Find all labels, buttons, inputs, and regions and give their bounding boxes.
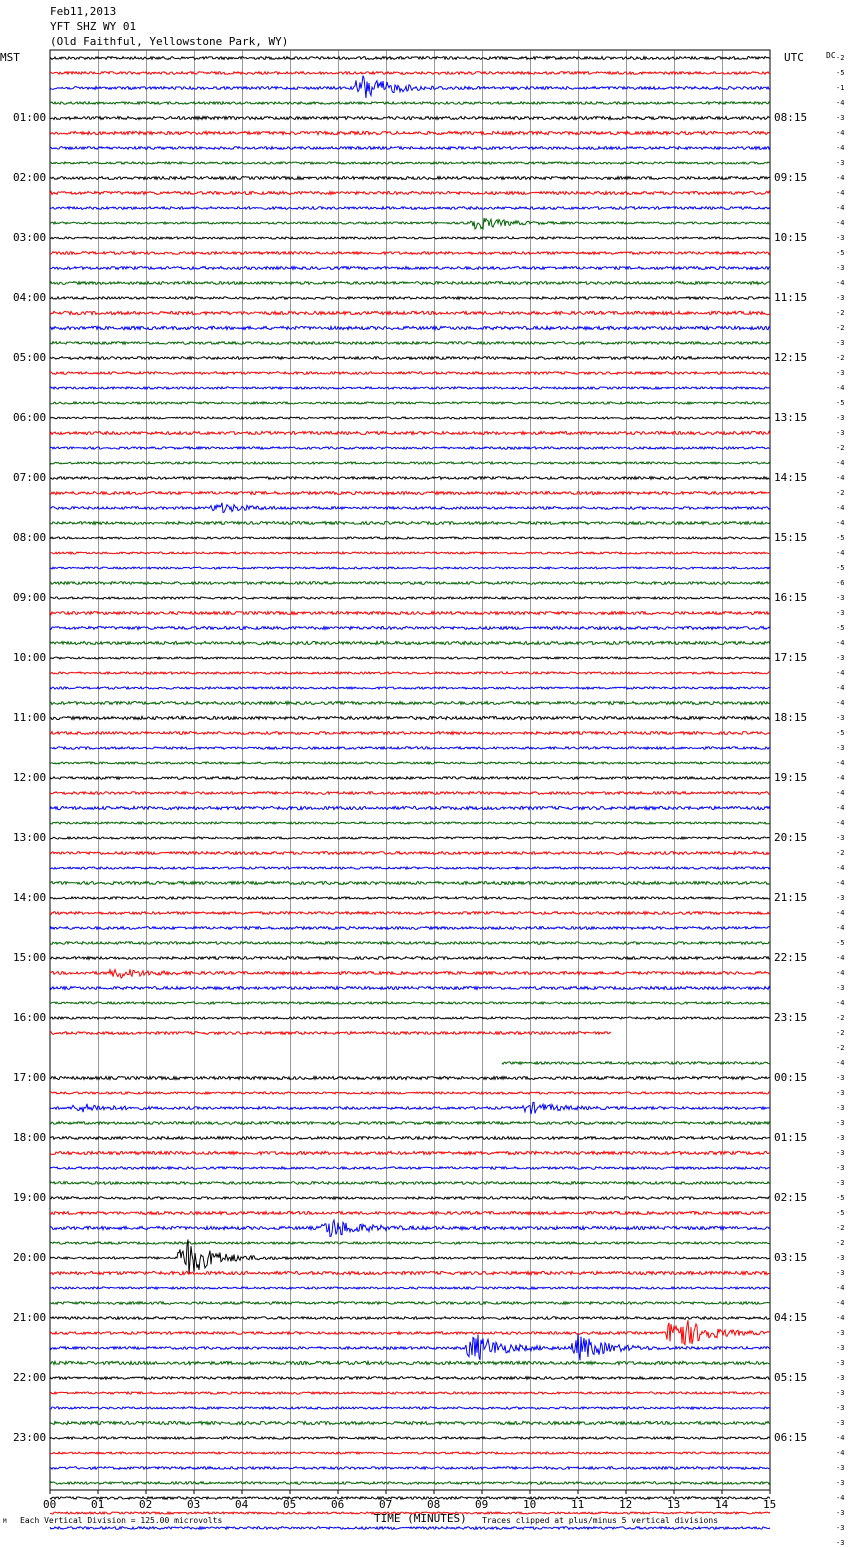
trace-line: [50, 492, 770, 495]
left-time-label: 02:00: [13, 171, 47, 184]
dc-offset-label: -3: [836, 1119, 845, 1127]
trace-line: [50, 1167, 770, 1169]
trace-line: [50, 387, 770, 389]
left-time-label: 03:00: [13, 231, 47, 244]
left-time-label: 15:00: [13, 951, 47, 964]
dc-offset-label: -3: [836, 1269, 845, 1277]
left-time-label: 05:00: [13, 351, 47, 364]
right-time-label: 01:15: [774, 1131, 808, 1144]
dc-offset-label: -4: [836, 804, 845, 812]
right-time-label: 20:15: [774, 831, 808, 844]
dc-offset-label: -4: [836, 669, 845, 677]
dc-offset-label: -4: [836, 219, 845, 227]
trace-line: [50, 1421, 770, 1424]
dc-offset-label: -2: [836, 1014, 845, 1022]
left-time-label: 12:00: [13, 771, 47, 784]
dc-offset-label: -3: [836, 1389, 845, 1397]
dc-offset-label: -3: [836, 1179, 845, 1187]
trace-line: [50, 792, 770, 795]
dc-offset-label: -3: [836, 609, 845, 617]
trace-line: [50, 1302, 770, 1305]
dc-label: DC: [826, 51, 836, 60]
trace-line: [50, 342, 770, 345]
left-time-label: 20:00: [13, 1251, 47, 1264]
dc-offset-label: -4: [836, 519, 845, 527]
dc-offset-label: -4: [836, 999, 845, 1007]
trace-line: [50, 1032, 611, 1035]
right-time-label: 08:15: [774, 111, 808, 124]
dc-offset-label: -3: [836, 1404, 845, 1412]
trace-line: [50, 927, 770, 930]
left-time-label: 08:00: [13, 531, 47, 544]
dc-offset-label: -2: [836, 1044, 845, 1052]
trace-line: [50, 402, 770, 404]
trace-line: [50, 1271, 770, 1274]
trace-line: [50, 987, 770, 990]
dc-offset-label: -4: [836, 864, 845, 872]
dc-offset-label: -2: [836, 324, 845, 332]
dc-offset-label: -5: [836, 534, 845, 542]
trace-line: [50, 267, 770, 270]
dc-offset-label: -4: [836, 1299, 845, 1307]
trace-line: [50, 1407, 770, 1409]
dc-offset-label: -3: [836, 744, 845, 752]
dc-offset-label: -4: [836, 1314, 845, 1322]
left-time-label: 19:00: [13, 1191, 47, 1204]
trace-line: [50, 1197, 770, 1199]
right-time-label: 13:15: [774, 411, 808, 424]
trace-line: [50, 1392, 770, 1394]
dc-offset-label: -3: [836, 1134, 845, 1142]
dc-offset-label: -4: [836, 759, 845, 767]
trace-line: [50, 597, 770, 599]
left-time-label: 22:00: [13, 1371, 47, 1384]
trace-line: [50, 1077, 770, 1080]
trace-line: [50, 372, 770, 375]
x-tick-label: 11: [571, 1498, 585, 1511]
dc-offset-label: -1: [836, 84, 845, 92]
x-tick-label: 10: [523, 1498, 537, 1511]
dc-offset-label: -3: [836, 1104, 845, 1112]
dc-offset-label: -5: [836, 249, 845, 257]
trace-line: [50, 1002, 770, 1004]
dc-offset-label: -4: [836, 969, 845, 977]
trace-line: [50, 1240, 770, 1275]
trace-line: [50, 462, 770, 464]
trace-line: [50, 147, 770, 150]
trace-line: [50, 627, 770, 630]
trace-line: [50, 431, 770, 434]
dc-offset-label: -4: [836, 924, 845, 932]
right-time-label: 03:15: [774, 1251, 808, 1264]
right-time-label: 15:15: [774, 531, 808, 544]
left-time-label: 09:00: [13, 591, 47, 604]
dc-offset-label: -3: [836, 1509, 845, 1517]
left-time-label: 14:00: [13, 891, 47, 904]
trace-line: [50, 1317, 770, 1320]
plot-frame: [50, 50, 770, 1490]
trace-line: [50, 162, 770, 164]
dc-offset-label: -3: [836, 714, 845, 722]
trace-line: [50, 357, 770, 360]
trace-line: [50, 912, 770, 915]
left-time-label: 10:00: [13, 651, 47, 664]
dc-offset-label: -4: [836, 99, 845, 107]
dc-offset-label: -3: [836, 114, 845, 122]
dc-offset-label: -3: [836, 1539, 845, 1547]
dc-offset-label: -5: [836, 1209, 845, 1217]
dc-offset-label: -4: [836, 789, 845, 797]
trace-line: [50, 417, 770, 419]
right-time-label: 18:15: [774, 711, 808, 724]
right-time-label: 21:15: [774, 891, 808, 904]
dc-offset-label: -3: [836, 1149, 845, 1157]
dc-offset-label: -2: [836, 1029, 845, 1037]
trace-line: [50, 177, 770, 180]
x-tick-label: 04: [235, 1498, 249, 1511]
dc-offset-label: -3: [836, 234, 845, 242]
trace-line: [50, 552, 770, 554]
trace-line: [50, 957, 770, 960]
trace-line: [50, 72, 770, 75]
dc-offset-label: -3: [836, 369, 845, 377]
dc-offset-label: -3: [836, 594, 845, 602]
x-tick-label: 03: [187, 1498, 201, 1511]
dc-offset-label: -3: [836, 414, 845, 422]
trace-line: [50, 1467, 770, 1470]
dc-offset-label: -3: [836, 834, 845, 842]
trace-line: [50, 1334, 770, 1360]
trace-line: [50, 311, 770, 314]
dc-offset-label: -4: [836, 504, 845, 512]
dc-offset-label: -3: [836, 1359, 845, 1367]
clip-note: Traces clipped at plus/minus 5 vertical divisions: [482, 1516, 719, 1525]
trace-line: [50, 732, 770, 735]
trace-line: [50, 612, 770, 615]
x-tick-label: 01: [91, 1498, 105, 1511]
x-tick-label: 14: [715, 1498, 729, 1511]
dc-offset-label: -3: [836, 1479, 845, 1487]
trace-line: [50, 837, 770, 839]
trace-line: [50, 1497, 770, 1499]
dc-offset-label: -4: [836, 549, 845, 557]
trace-line: [50, 702, 770, 705]
right-time-label: 12:15: [774, 351, 808, 364]
dc-offset-label: -3: [836, 1524, 845, 1532]
right-time-label: 05:15: [774, 1371, 808, 1384]
trace-line: [50, 747, 770, 749]
right-time-label: 19:15: [774, 771, 808, 784]
x-tick-label: 06: [331, 1498, 345, 1511]
left-time-label: 07:00: [13, 471, 47, 484]
dc-offset-label: -2: [836, 1224, 845, 1232]
left-time-label: 04:00: [13, 291, 47, 304]
trace-line: [50, 1320, 770, 1345]
left-time-label: 13:00: [13, 831, 47, 844]
dc-offset-label: -3: [836, 984, 845, 992]
dc-offset-label: -3: [836, 294, 845, 302]
x-tick-label: 02: [139, 1498, 153, 1511]
dc-offset-label: -2: [836, 309, 845, 317]
trace-line: [50, 76, 770, 99]
trace-line: [50, 503, 770, 513]
trace-line: [50, 237, 770, 239]
trace-line: [50, 207, 770, 210]
left-time-label: 06:00: [13, 411, 47, 424]
trace-line: [50, 477, 770, 480]
trace-line: [50, 1437, 770, 1439]
trace-line: [50, 969, 770, 978]
left-time-label: 21:00: [13, 1311, 47, 1324]
dc-offset-label: -4: [836, 879, 845, 887]
dc-offset-label: -3: [836, 264, 845, 272]
x-tick-label: 12: [619, 1498, 633, 1511]
right-time-label: 17:15: [774, 651, 808, 664]
dc-offset-label: -3: [836, 1254, 845, 1262]
trace-line: [50, 1122, 770, 1125]
trace-line: [50, 672, 770, 674]
trace-line: [50, 282, 770, 285]
dc-offset-label: -4: [836, 1434, 845, 1442]
trace-line: [50, 131, 770, 134]
dc-offset-label: -4: [836, 699, 845, 707]
dc-offset-label: -3: [836, 1419, 845, 1427]
dc-offset-label: -3: [836, 1164, 845, 1172]
dc-offset-label: -4: [836, 474, 845, 482]
dc-offset-label: -4: [836, 1494, 845, 1502]
right-time-label: 04:15: [774, 1311, 808, 1324]
trace-line: [50, 218, 770, 229]
trace-line: [50, 806, 770, 809]
right-time-label: 14:15: [774, 471, 808, 484]
dc-offset-label: -3: [836, 1329, 845, 1337]
trace-line: [50, 897, 770, 899]
dc-offset-label: -5: [836, 399, 845, 407]
trace-line: [50, 777, 770, 780]
right-time-label: 06:15: [774, 1431, 808, 1444]
dc-offset-label: -3: [836, 429, 845, 437]
trace-line: [50, 1092, 770, 1094]
trace-line: [50, 762, 770, 764]
dc-offset-label: -5: [836, 729, 845, 737]
left-time-label: 18:00: [13, 1131, 47, 1144]
right-time-label: 11:15: [774, 291, 808, 304]
dc-offset-label: -4: [836, 204, 845, 212]
right-time-label: 22:15: [774, 951, 808, 964]
dc-offset-label: -4: [836, 1059, 845, 1067]
left-time-label: 17:00: [13, 1071, 47, 1084]
trace-line: [50, 567, 770, 569]
trace-line: [50, 1452, 770, 1454]
dc-offset-label: -3: [836, 1374, 845, 1382]
dc-offset-label: -3: [836, 654, 845, 662]
right-time-label: 10:15: [774, 231, 808, 244]
trace-line: [50, 1242, 770, 1244]
trace-line: [50, 867, 770, 869]
dc-offset-label: -4: [836, 279, 845, 287]
x-tick-label: 09: [475, 1498, 489, 1511]
trace-line: [50, 641, 770, 644]
dc-offset-label: -4: [836, 174, 845, 182]
right-time-label: 09:15: [774, 171, 808, 184]
dc-offset-label: -4: [836, 1284, 845, 1292]
dc-offset-label: -4: [836, 684, 845, 692]
dc-offset-label: -4: [836, 129, 845, 137]
right-time-label: 23:15: [774, 1011, 808, 1024]
dc-offset-label: -3: [836, 1089, 845, 1097]
dc-offset-label: -2: [836, 1239, 845, 1247]
dc-offset-label: -4: [836, 819, 845, 827]
dc-offset-label: -2: [836, 489, 845, 497]
trace-line: [50, 1017, 770, 1019]
station-title: YFT SHZ WY 01: [50, 20, 137, 33]
trace-line: [50, 1220, 770, 1236]
trace-line: [50, 881, 770, 884]
trace-line: [50, 102, 770, 104]
scale-note: Each Vertical Division = 125.00 microvolts: [20, 1516, 223, 1525]
trace-line: [50, 522, 770, 525]
dc-offset-label: -5: [836, 624, 845, 632]
dc-offset-label: -3: [836, 339, 845, 347]
x-tick-label: 07: [379, 1498, 393, 1511]
trace-line: [50, 582, 770, 585]
left-time-label: 16:00: [13, 1011, 47, 1024]
trace-line: [502, 1062, 770, 1065]
x-axis-title: TIME (MINUTES): [374, 1512, 467, 1525]
dc-offset-label: -3: [836, 1464, 845, 1472]
trace-line: [50, 297, 770, 299]
dc-offset-label: -4: [836, 384, 845, 392]
dc-offset-label: -6: [836, 579, 845, 587]
trace-line: [50, 57, 770, 60]
dc-offset-label: -5: [836, 939, 845, 947]
trace-line: [50, 537, 770, 539]
trace-line: [50, 687, 770, 689]
location-title: (Old Faithful, Yellowstone Park, WY): [50, 35, 289, 48]
left-timezone-label: MST: [0, 51, 20, 64]
trace-line: [50, 716, 770, 719]
trace-line: [50, 1212, 770, 1215]
trace-line: [50, 1137, 770, 1140]
dc-offset-label: -4: [836, 459, 845, 467]
x-tick-label: 13: [667, 1498, 681, 1511]
right-time-label: 02:15: [774, 1191, 808, 1204]
trace-line: [50, 1361, 770, 1364]
left-time-label: 01:00: [13, 111, 47, 124]
trace-line: [50, 822, 770, 824]
x-tick-label: 05: [283, 1498, 297, 1511]
dc-offset-label: -4: [836, 189, 845, 197]
right-time-label: 00:15: [774, 1071, 808, 1084]
left-time-label: 11:00: [13, 711, 47, 724]
dc-offset-label: -2: [836, 354, 845, 362]
dc-offset-label: -3: [836, 1074, 845, 1082]
dc-offset-label: -4: [836, 639, 845, 647]
dc-offset-label: -2: [836, 849, 845, 857]
x-tick-label: 15: [763, 1498, 777, 1511]
date-title: Feb11,2013: [50, 5, 117, 18]
x-tick-label: 08: [427, 1498, 441, 1511]
dc-offset-label: -2: [836, 444, 845, 452]
trace-line: [50, 116, 770, 119]
right-timezone-label: UTC: [784, 51, 804, 64]
right-time-label: 16:15: [774, 591, 808, 604]
trace-line: [50, 447, 770, 449]
trace-line: [50, 252, 770, 255]
dc-offset-label: -5: [836, 69, 845, 77]
dc-offset-label: -4: [836, 144, 845, 152]
trace-line: [50, 657, 770, 659]
x-tick-label: 00: [43, 1498, 57, 1511]
dc-offset-label: -5: [836, 564, 845, 572]
dc-offset-label: -3: [836, 1344, 845, 1352]
trace-line: [50, 1377, 770, 1380]
dc-offset-label: -3: [836, 894, 845, 902]
dc-offset-label: -2: [836, 54, 845, 62]
trace-line: [50, 1527, 770, 1530]
corner-mark: M: [3, 1518, 7, 1525]
dc-offset-label: -4: [836, 1449, 845, 1457]
trace-line: [50, 1151, 770, 1154]
dc-offset-label: -4: [836, 774, 845, 782]
trace-line: [50, 326, 770, 329]
trace-line: [50, 1182, 770, 1185]
dc-offset-label: -4: [836, 954, 845, 962]
trace-line: [50, 1102, 770, 1114]
dc-offset-label: -4: [836, 909, 845, 917]
left-time-label: 23:00: [13, 1431, 47, 1444]
dc-offset-label: -5: [836, 1194, 845, 1202]
trace-line: [50, 1482, 770, 1485]
trace-line: [50, 942, 770, 945]
trace-line: [50, 1287, 770, 1289]
dc-offset-label: -3: [836, 159, 845, 167]
trace-line: [50, 852, 770, 855]
trace-line: [50, 191, 770, 194]
